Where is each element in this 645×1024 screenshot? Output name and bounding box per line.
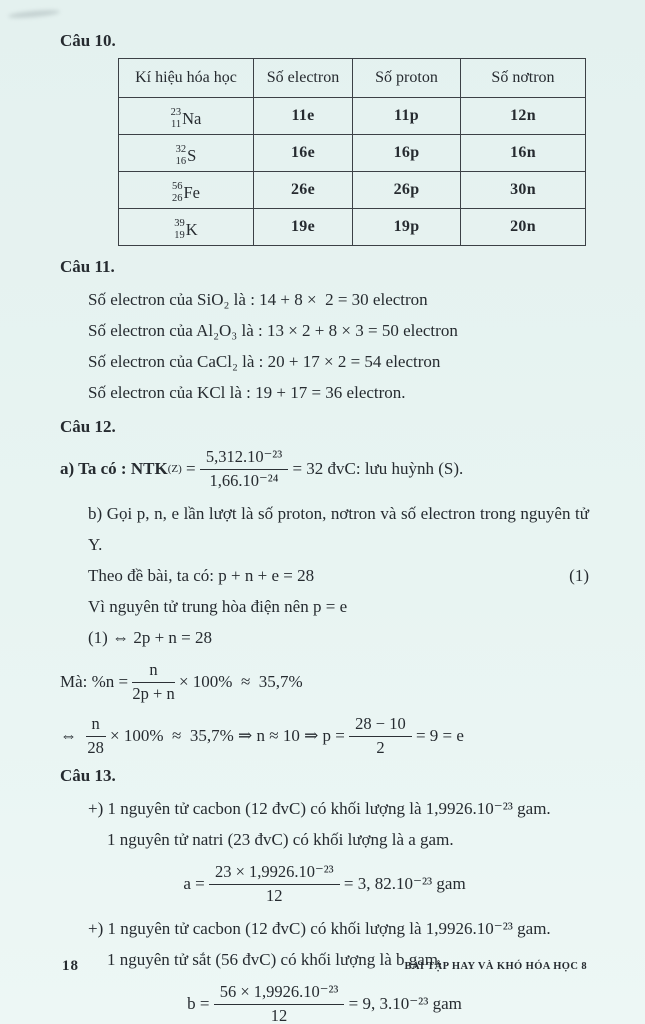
cell-proton: 16p bbox=[353, 135, 461, 172]
cell-isotope bbox=[119, 98, 254, 135]
isotope-notation bbox=[174, 218, 197, 241]
element-symbol: Na bbox=[182, 108, 202, 128]
formula-b-line bbox=[60, 979, 589, 1024]
cell-notron: 12n bbox=[461, 98, 586, 135]
fraction-denominator: 12 bbox=[270, 1006, 288, 1024]
atomic-number: 11 bbox=[171, 118, 182, 130]
fraction bbox=[214, 982, 345, 1024]
conclusion-line bbox=[60, 711, 589, 761]
fraction-denominator: 2p + n bbox=[132, 684, 175, 703]
fraction bbox=[209, 862, 340, 906]
conclusion-middle: × 100% ≈ 35,7% ⇒ n ≈ 10 ⇒ p = bbox=[105, 726, 350, 745]
formula-a-line bbox=[60, 859, 589, 909]
isotope-notation bbox=[171, 107, 202, 130]
cau12-heading: Câu 12. bbox=[60, 417, 116, 436]
percent-n-line bbox=[60, 657, 589, 707]
table-row bbox=[119, 172, 586, 209]
isotope-numbers bbox=[176, 144, 187, 167]
cacbon-mass-line-1: +) 1 nguyên tử cacbon (12 đvC) có khối lượng là 1,9926.10⁻²³ gam. bbox=[88, 799, 551, 818]
atomic-number: 16 bbox=[175, 155, 187, 167]
fraction-numerator: 56 × 1,9926.10⁻²³ bbox=[214, 982, 345, 1005]
fraction-denominator: 12 bbox=[266, 886, 283, 905]
formula-b-rhs: = 9, 3.10⁻²³ gam bbox=[344, 994, 462, 1013]
cau10-heading: Câu 10. bbox=[60, 31, 116, 50]
column-header-symbol: Kí hiệu hóa học bbox=[119, 59, 254, 98]
column-header-electron: Số electron bbox=[254, 59, 353, 98]
cau11-heading: Câu 11. bbox=[60, 257, 115, 276]
cell-isotope bbox=[119, 135, 254, 172]
equation-number: (1) bbox=[569, 566, 589, 585]
equals-sign: = bbox=[181, 459, 200, 478]
isotope-numbers bbox=[174, 218, 185, 241]
part-a-label: a) Ta có : NTK bbox=[60, 459, 168, 478]
natri-mass-line: 1 nguyên tử natri (23 đvC) có khối lượng là a gam. bbox=[107, 830, 454, 849]
fraction-denominator: 28 bbox=[87, 738, 104, 757]
table-row bbox=[119, 209, 586, 246]
ma-prefix: Mà: %n = bbox=[60, 672, 133, 691]
table-row bbox=[119, 135, 586, 172]
cell-electron: 16e bbox=[254, 135, 353, 172]
part-b-paragraph: b) Gọi p, n, e lần lượt là số proton, nơtron và số electron trong nguyên tử Y. bbox=[88, 504, 589, 554]
cell-notron: 20n bbox=[461, 209, 586, 246]
fraction-denominator: 1,66.10⁻²⁴ bbox=[209, 471, 279, 490]
page-number: 18 bbox=[62, 958, 79, 974]
table-row bbox=[119, 98, 586, 135]
table-header-row bbox=[119, 59, 586, 98]
cell-electron: 26e bbox=[254, 172, 353, 209]
cell-notron: 16n bbox=[461, 135, 586, 172]
fraction-denominator: 2 bbox=[376, 738, 385, 757]
element-symbol: S bbox=[187, 145, 197, 165]
cell-proton: 19p bbox=[353, 209, 461, 246]
fraction-numerator: 28 − 10 bbox=[349, 714, 412, 737]
solution-line-kcl: Số electron của KCl là : 19 + 17 = 36 electron. bbox=[88, 383, 406, 402]
page-content bbox=[60, 30, 589, 1024]
element-symbol: K bbox=[185, 219, 198, 239]
formula-a-rhs: = 3, 82.10⁻²³ gam bbox=[339, 874, 466, 893]
column-header-notron: Số nơtron bbox=[461, 59, 586, 98]
equation-with-marker bbox=[88, 560, 589, 591]
fraction-numerator: n bbox=[132, 660, 174, 683]
book-title-footer: BÀI TẬP HAY VÀ KHÓ HÓA HỌC 8 bbox=[404, 961, 587, 972]
solution-line-al2o3: Số electron của Al₂O₃ là : 13 × 2 + 8 × 3 = 50 electron bbox=[88, 321, 458, 340]
cell-proton: 11p bbox=[353, 98, 461, 135]
theo-de-bai-line: Theo đề bài, ta có: p + n + e = 28 bbox=[88, 566, 315, 585]
solution-line-cacl2: Số electron của CaCl₂ là : 20 + 17 × 2 = 54 electron bbox=[88, 352, 441, 371]
cell-notron: 30n bbox=[461, 172, 586, 209]
sat-mass-line: 1 nguyên tử sắt (56 đvC) có khối lượng là b gam. bbox=[107, 950, 443, 969]
ma-suffix: × 100% ≈ 35,7% bbox=[174, 672, 303, 691]
atomic-number: 26 bbox=[172, 192, 183, 204]
atomic-number: 19 bbox=[174, 229, 185, 241]
iff-symbol: ⇔ bbox=[60, 726, 86, 745]
iff-equation-line: (1) ⇔ 2p + n = 28 bbox=[88, 628, 212, 647]
conclusion-suffix: = 9 = e bbox=[411, 726, 464, 745]
cell-isotope bbox=[119, 172, 254, 209]
fraction bbox=[86, 714, 106, 758]
mass-number: 32 bbox=[175, 144, 187, 156]
element-symbol: Fe bbox=[183, 182, 200, 202]
fraction-numerator: n bbox=[86, 714, 106, 737]
ntk-formula-line bbox=[60, 444, 589, 494]
isotope-table bbox=[118, 58, 586, 246]
solution-line-sio2: Số electron của SiO₂ là : 14 + 8 × 2 = 30 electron bbox=[88, 290, 428, 309]
isotope-numbers bbox=[171, 107, 182, 130]
pencil-smudge-artifact bbox=[8, 9, 60, 20]
column-header-proton: Số proton bbox=[353, 59, 461, 98]
cell-proton: 26p bbox=[353, 172, 461, 209]
mass-number: 23 bbox=[170, 107, 182, 119]
fraction-numerator: 23 × 1,9926.10⁻²³ bbox=[209, 862, 340, 885]
fraction bbox=[200, 447, 288, 491]
cell-electron: 19e bbox=[254, 209, 353, 246]
formula-a-lhs: a = bbox=[183, 874, 209, 893]
formula-b-lhs: b = bbox=[187, 994, 214, 1013]
ntk-result: = 32 đvC: lưu huỳnh (S). bbox=[288, 459, 464, 478]
fraction bbox=[349, 714, 412, 758]
isotope-numbers bbox=[172, 181, 183, 204]
mass-number: 39 bbox=[174, 218, 185, 230]
cell-electron: 11e bbox=[254, 98, 353, 135]
fraction-numerator: 5,312.10⁻²³ bbox=[200, 447, 288, 470]
cacbon-mass-line-2: +) 1 nguyên tử cacbon (12 đvC) có khối lượng là 1,9926.10⁻²³ gam. bbox=[88, 919, 551, 938]
vi-nguyen-tu-line: Vì nguyên tử trung hòa điện nên p = e bbox=[88, 597, 348, 616]
isotope-notation bbox=[176, 144, 197, 167]
fraction bbox=[132, 660, 174, 704]
mass-number: 56 bbox=[172, 181, 183, 193]
cell-isotope bbox=[119, 209, 254, 246]
cau13-heading: Câu 13. bbox=[60, 766, 116, 785]
isotope-notation bbox=[172, 181, 200, 204]
ntk-subscript: (Z) bbox=[167, 463, 182, 475]
